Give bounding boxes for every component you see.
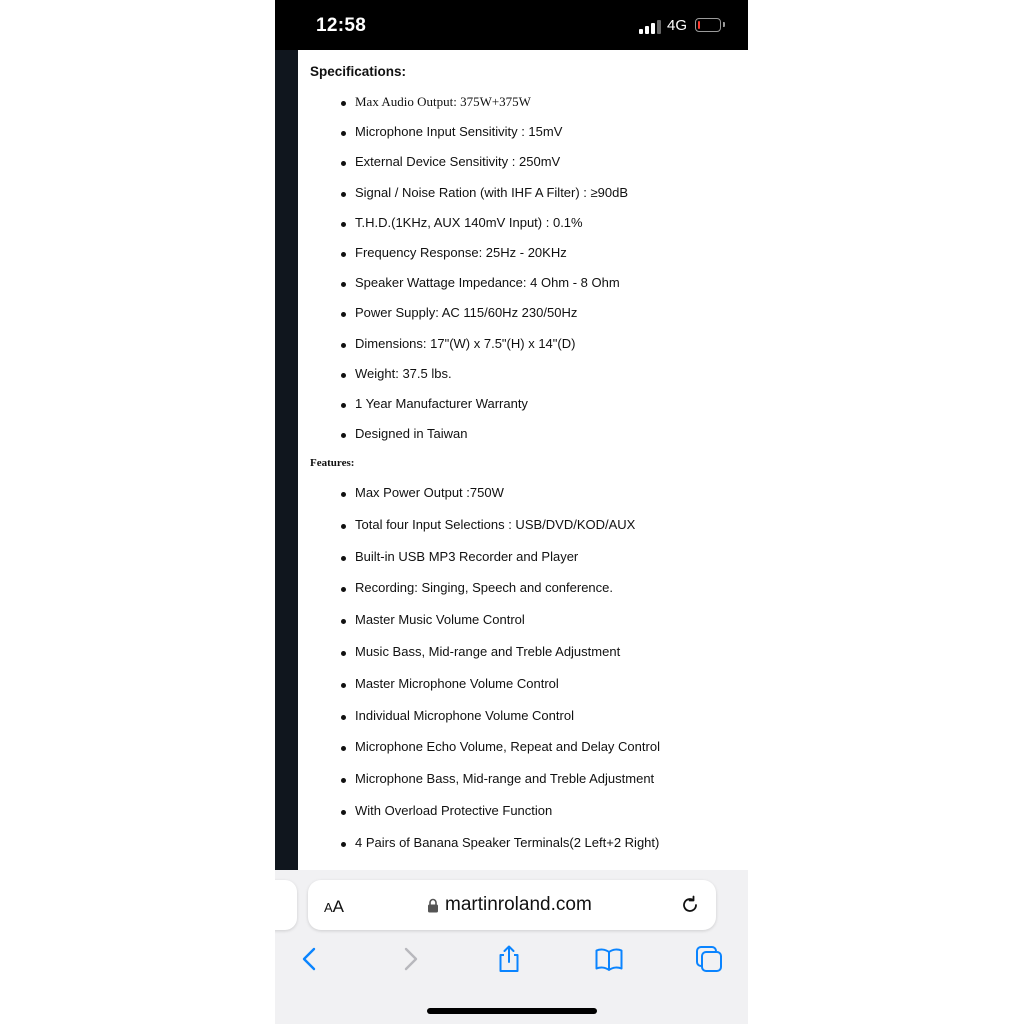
bullet (341, 433, 346, 438)
spec-text: Power Supply: AC 115/60Hz 230/50Hz (355, 305, 578, 321)
list-item (310, 336, 740, 366)
spec-text: T.H.D.(1KHz, AUX 140mV Input) : 0.1% (355, 214, 583, 230)
browser-bottom-bar (275, 870, 748, 1024)
phone-screen (275, 0, 748, 1024)
feature-text: Individual Microphone Volume Control (355, 707, 574, 723)
list-item (310, 124, 740, 154)
share-icon[interactable] (494, 944, 524, 974)
list-item (310, 485, 740, 517)
battery-cap (723, 22, 725, 27)
list-item (310, 517, 740, 549)
list-item (310, 549, 740, 581)
status-bar (275, 0, 748, 50)
feature-text: Max Power Output :750W (355, 485, 504, 500)
address-bar[interactable] (308, 880, 716, 930)
list-item (310, 215, 740, 245)
spec-text: Speaker Wattage Impedance: 4 Ohm - 8 Ohm (355, 275, 620, 291)
spec-text: Dimensions: 17"(W) x 7.5"(H) x 14"(D) (355, 335, 576, 351)
specifications-heading: Specifications: (310, 64, 407, 79)
bullet (341, 492, 346, 497)
cellular-signal-icon (639, 20, 661, 34)
text-size-small-a: A (324, 900, 333, 915)
feature-text: Total four Input Selections : USB/DVD/KOD/AUX (355, 516, 636, 532)
feature-text: Master Microphone Volume Control (355, 675, 559, 691)
list-item (310, 708, 740, 740)
bullet (341, 778, 346, 783)
bullet (341, 131, 346, 136)
text-size-button[interactable] (324, 897, 344, 917)
features-heading: Features: (310, 457, 355, 469)
status-time: 12:58 (316, 15, 367, 36)
list-item (310, 803, 740, 835)
spec-text: External Device Sensitivity : 250mV (355, 154, 561, 170)
list-item (310, 739, 740, 771)
bullet (341, 651, 346, 656)
list-item (310, 580, 740, 612)
spec-text: Weight: 37.5 lbs. (355, 365, 452, 381)
url-domain[interactable]: martinroland.com (445, 894, 592, 915)
page-left-border (275, 50, 298, 870)
feature-text: 4 Pairs of Banana Speaker Terminals(2 Left+2 Right) (355, 834, 660, 850)
spec-text: Max Audio Output: 375W+375W (355, 94, 531, 109)
bullet (341, 524, 346, 529)
web-page[interactable] (275, 50, 748, 870)
feature-text: Music Bass, Mid-range and Treble Adjustment (355, 643, 621, 659)
bullet (341, 556, 346, 561)
back-icon[interactable] (295, 944, 325, 974)
bookmarks-icon[interactable] (594, 944, 624, 974)
battery-icon (695, 18, 721, 32)
network-type: 4G (667, 17, 688, 34)
spec-text: Signal / Noise Ration (with IHF A Filter) : ≥90dB (355, 184, 629, 200)
bullet (341, 282, 346, 287)
spec-text: Frequency Response: 25Hz - 20KHz (355, 244, 567, 260)
bullet (341, 403, 346, 408)
feature-text: Built-in USB MP3 Recorder and Player (355, 548, 579, 564)
reload-icon[interactable] (679, 894, 701, 916)
list-item (310, 275, 740, 305)
list-item (310, 426, 740, 456)
bullet (341, 683, 346, 688)
bullet (341, 222, 346, 227)
lock-icon (427, 898, 439, 913)
bullet (341, 810, 346, 815)
spec-text: Designed in Taiwan (355, 426, 468, 442)
spec-text: Microphone Input Sensitivity : 15mV (355, 124, 563, 140)
features-list (310, 485, 740, 867)
previous-tab-peek[interactable] (275, 880, 297, 930)
bullet (341, 619, 346, 624)
text-size-large-a: A (332, 897, 345, 916)
home-indicator[interactable] (427, 1008, 597, 1014)
list-item (310, 185, 740, 215)
list-item (310, 305, 740, 335)
feature-text: Microphone Echo Volume, Repeat and Delay Control (355, 739, 660, 755)
list-item (310, 644, 740, 676)
list-item (310, 245, 740, 275)
feature-text: With Overload Protective Function (355, 802, 553, 818)
bullet (341, 192, 346, 197)
feature-text: Master Music Volume Control (355, 612, 525, 628)
bullet (341, 746, 346, 751)
feature-text: Recording: Singing, Speech and conference. (355, 580, 614, 596)
forward-icon[interactable] (395, 944, 425, 974)
list-item (310, 835, 740, 867)
bullet (341, 343, 346, 348)
bullet (341, 842, 346, 847)
bullet (341, 373, 346, 378)
bullet (341, 252, 346, 257)
list-item (310, 771, 740, 803)
list-item (310, 94, 740, 124)
bullet (341, 587, 346, 592)
battery-level (698, 21, 700, 29)
list-item (310, 612, 740, 644)
list-item (310, 396, 740, 426)
list-item (310, 676, 740, 708)
spec-text: 1 Year Manufacturer Warranty (355, 395, 528, 411)
list-item (310, 366, 740, 396)
bullet (341, 101, 346, 106)
bullet (341, 715, 346, 720)
bullet (341, 161, 346, 166)
feature-text: Microphone Bass, Mid-range and Treble Adjustment (355, 771, 655, 787)
bullet (341, 312, 346, 317)
specifications-list (310, 94, 740, 456)
list-item (310, 154, 740, 184)
tabs-icon[interactable] (694, 944, 724, 974)
